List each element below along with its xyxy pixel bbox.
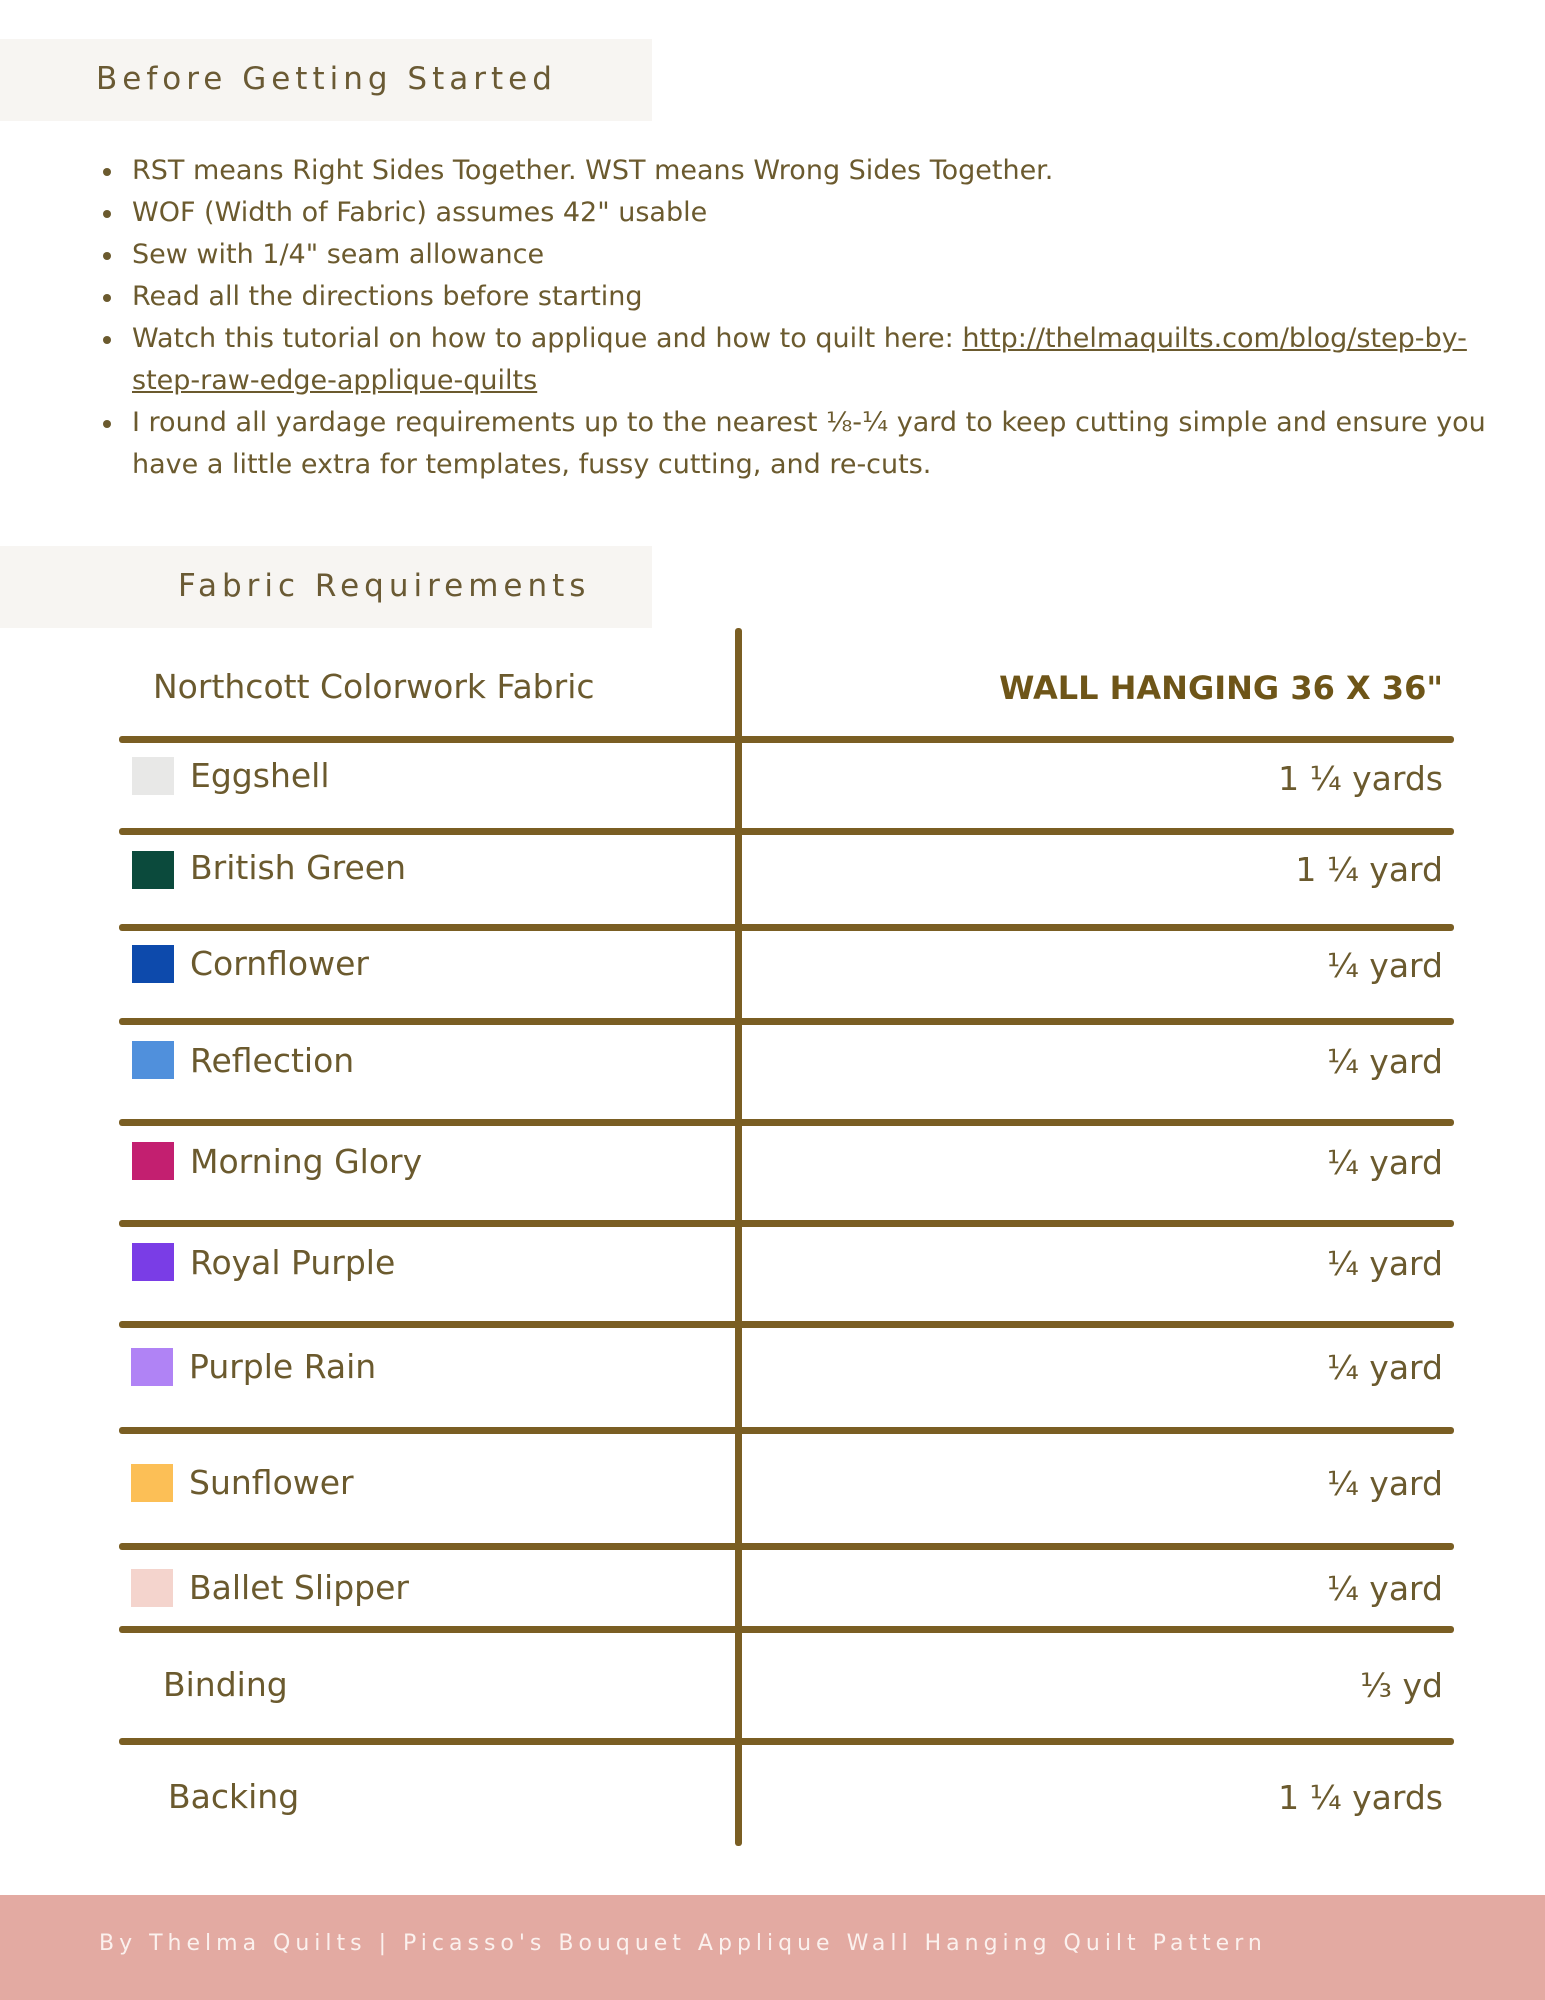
row-divider: [119, 1220, 1454, 1227]
fabric-amount: 1 ¼ yard: [1295, 850, 1443, 889]
section-title: Fabric Requirements: [178, 568, 591, 604]
row-divider: [119, 924, 1454, 931]
notes-list: [96, 150, 1512, 486]
color-swatch: [131, 1348, 173, 1386]
color-swatch: [132, 1243, 174, 1281]
color-swatch: [131, 1464, 173, 1502]
column-header-fabric: Northcott Colorwork Fabric: [153, 667, 595, 706]
color-swatch: [132, 1041, 174, 1079]
color-swatch: [132, 757, 174, 795]
color-swatch: [132, 1142, 174, 1180]
fabric-amount: ⅓ yd: [1360, 1666, 1443, 1705]
fabric-amount: 1 ¼ yards: [1278, 759, 1443, 798]
row-divider: [119, 1321, 1454, 1328]
fabric-amount: ¼ yard: [1326, 1042, 1443, 1081]
fabric-name: Reflection: [190, 1041, 355, 1080]
row-divider: [119, 1427, 1454, 1434]
section-header-before: [0, 39, 652, 121]
list-item: Read all the directions before starting: [132, 276, 1512, 318]
row-divider: [119, 1738, 1454, 1745]
row-divider: [119, 736, 1454, 743]
column-header-size: WALL HANGING 36 X 36": [999, 669, 1443, 707]
section-title: Before Getting Started: [96, 61, 557, 97]
list-item: WOF (Width of Fabric) assumes 42" usable: [132, 192, 1512, 234]
color-swatch: [132, 851, 174, 889]
fabric-name: British Green: [190, 848, 407, 887]
fabric-amount: ¼ yard: [1326, 1348, 1443, 1387]
section-header-fabric: [0, 546, 652, 628]
footer-text: By Thelma Quilts | Picasso's Bouquet Applique Wall Hanging Quilt Pattern: [99, 1931, 1267, 1956]
fabric-name: Backing: [168, 1777, 300, 1816]
fabric-name: Morning Glory: [190, 1142, 423, 1181]
list-item: Sew with 1/4" seam allowance: [132, 234, 1512, 276]
list-item: [132, 318, 1512, 402]
fabric-amount: ¼ yard: [1326, 1143, 1443, 1182]
list-item: RST means Right Sides Together. WST means Wrong Sides Together.: [132, 150, 1512, 192]
color-swatch: [132, 945, 174, 983]
fabric-amount: ¼ yard: [1326, 1569, 1443, 1608]
row-divider: [119, 1543, 1454, 1550]
row-divider: [119, 1626, 1454, 1633]
list-item: I round all yardage requirements up to the nearest ⅛-¼ yard to keep cutting simple and ensure you have a little extra for templates, fussy cutting, and re-cuts.: [132, 402, 1512, 486]
fabric-name: Binding: [163, 1665, 288, 1704]
footer: [0, 1895, 1545, 2000]
fabric-name: Ballet Slipper: [189, 1568, 409, 1607]
list-item-text: Watch this tutorial on how to applique and how to quilt here:: [132, 323, 963, 354]
fabric-amount: 1 ¼ yards: [1278, 1778, 1443, 1817]
row-divider: [119, 1119, 1454, 1126]
fabric-name: Eggshell: [190, 756, 330, 795]
row-divider: [119, 1018, 1454, 1025]
fabric-amount: ¼ yard: [1326, 946, 1443, 985]
fabric-amount: ¼ yard: [1326, 1244, 1443, 1283]
fabric-name: Purple Rain: [189, 1347, 377, 1386]
fabric-name: Sunflower: [189, 1463, 354, 1502]
fabric-name: Royal Purple: [190, 1243, 396, 1282]
row-divider: [119, 828, 1454, 835]
color-swatch: [131, 1569, 173, 1607]
fabric-amount: ¼ yard: [1326, 1464, 1443, 1503]
column-divider: [735, 628, 742, 1846]
fabric-name: Cornflower: [190, 944, 369, 983]
tutorial-link[interactable]: http://thelmaquilts.com/blog/step-by-step-raw-edge-applique-quilts: [132, 323, 1467, 396]
